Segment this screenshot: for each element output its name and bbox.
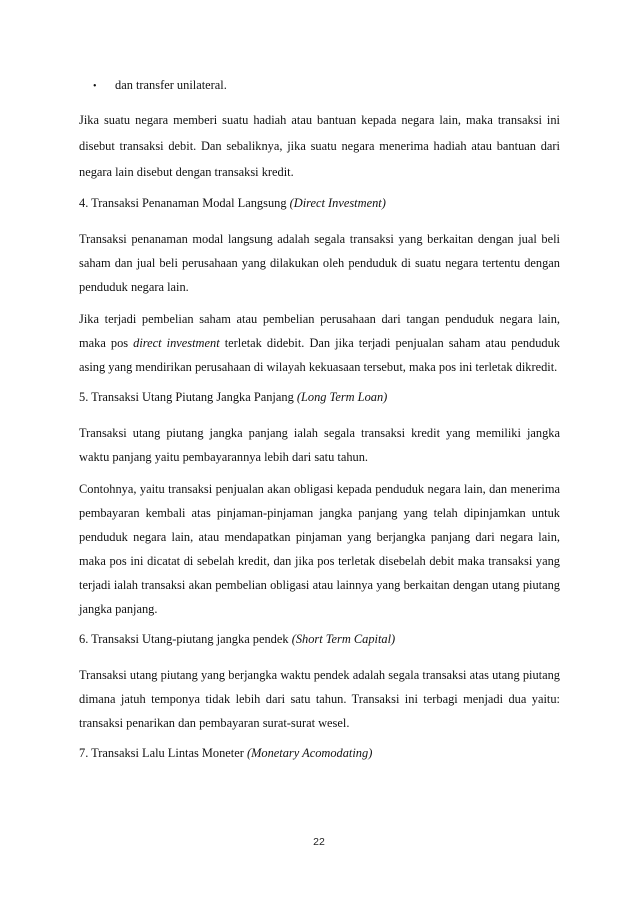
heading-text: 6. Transaksi Utang-piutang jangka pendek — [79, 632, 292, 646]
paragraph-penanaman-modal: Transaksi penanaman modal langsung adalah segala transaksi yang berkaitan dengan jual beli saham dan jual beli perusahaan yang dilakukan oleh penduduk di suatu negara tertentu dengan penduduk negara lain. — [79, 232, 560, 294]
paragraph-utang-jangka-pendek: Transaksi utang piutang yang berjangka waktu pendek adalah segala transaksi atas utang piutang dimana jatuh temponya tidak lebih dari satu tahun. Transaksi ini terbagi menjadi dua yaitu: transaksi penarikan dan pembayaran surat-surat wesel. — [79, 668, 560, 730]
heading-italic-term: (Direct Investment) — [289, 196, 386, 210]
italic-term: direct investment — [133, 336, 220, 350]
bullet-text: dan transfer unilateral. — [115, 78, 227, 92]
heading-text: 7. Transaksi Lalu Lintas Moneter — [79, 746, 247, 760]
paragraph-text: terletak didebit. Dan jika terjadi penjualan saham atau penduduk asing yang mendirikan perusahaan di wilayah kekuasaan tersebut, maka pos ini terletak dikredit. — [79, 336, 560, 374]
heading-monetary-acomodating — [79, 743, 560, 763]
paragraph-pembelian-saham — [79, 307, 560, 379]
heading-text: 5. Transaksi Utang Piutang Jangka Panjang — [79, 390, 297, 404]
paragraph-contoh-obligasi: Contohnya, yaitu transaksi penjualan akan obligasi kepada penduduk negara lain, dan menerima pembayaran kembali atas pinjaman-pinjaman jangka panjang yang telah dipinjamkan untuk penduduk negara lain, atau mendapatkan pinjaman yang berjangka panjang dari negara lain, maka pos ini dicatat di sebelah kredit, dan jika pos terletak disebelah debit maka transaksi yang terjadi ialah transaksi akan pembelian obligasi atau lainnya yang berkaitan dengan utang piutang jangka panjang. — [79, 482, 560, 616]
paragraph-hadiah-bantuan: Jika suatu negara memberi suatu hadiah atau bantuan kepada negara lain, maka transaksi ini disebut transaksi debit. Dan sebaliknya, jika suatu negara menerima hadiah atau bantuan dari negara lain disebut dengan transaksi kredit. — [79, 113, 560, 179]
paragraph-utang-jangka-panjang: Transaksi utang piutang jangka panjang ialah segala transaksi kredit yang memiliki jangka waktu panjang yaitu pembayarannya lebih dari satu tahun. — [79, 426, 560, 464]
heading-italic-term: (Monetary Acomodating) — [246, 746, 373, 760]
heading-italic-term: (Short Term Capital) — [291, 632, 396, 646]
heading-italic-term: (Long Term Loan) — [296, 390, 388, 404]
paragraph-text: Jika terjadi pembelian saham atau pembelian perusahaan dari tangan penduduk negara lain, maka pos — [79, 312, 560, 350]
heading-direct-investment — [79, 193, 560, 213]
heading-text: 4. Transaksi Penanaman Modal Langsung — [79, 196, 290, 210]
heading-long-term-loan — [79, 387, 560, 407]
bullet-icon: • — [93, 81, 97, 92]
page-body — [79, 75, 560, 773]
bullet-item — [79, 75, 560, 97]
heading-short-term-capital — [79, 629, 560, 649]
page-number: 22 — [313, 836, 325, 848]
